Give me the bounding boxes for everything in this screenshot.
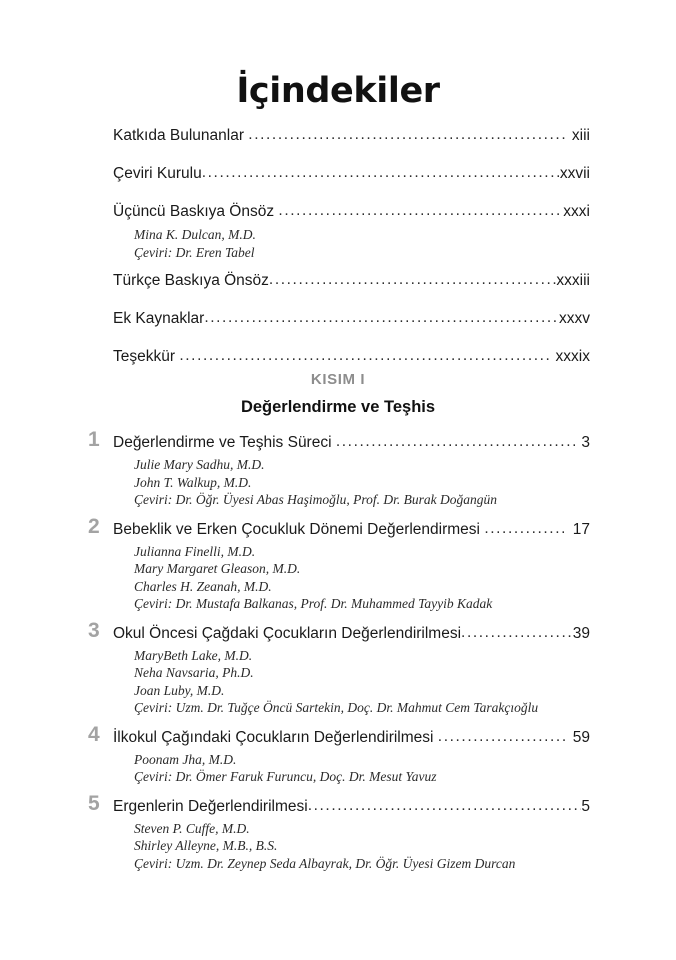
front-matter-page-number: xxxv xyxy=(559,310,590,327)
chapter-number: 2 xyxy=(88,514,100,538)
leader-dots xyxy=(308,795,582,816)
leader-dots xyxy=(484,518,568,539)
chapter-title: Bebeklik ve Erken Çocukluk Dönemi Değerlendirmesi xyxy=(113,520,480,538)
translator-line: Çeviri: Dr. Öğr. Üyesi Abas Haşimoğlu, Prof. Dr. Burak Doğangün xyxy=(134,492,497,507)
author-line: Mina K. Dulcan, M.D. xyxy=(134,227,256,242)
toc-entry-row[interactable] xyxy=(113,796,590,817)
leader-dots xyxy=(248,125,567,145)
front-matter-entry xyxy=(113,309,590,347)
author-line: Julie Mary Sadhu, M.D. xyxy=(134,457,265,472)
author-list xyxy=(134,543,590,613)
front-matter-label: Türkçe Baskıya Önsöz xyxy=(113,272,269,289)
front-matter-page-number: xxxi xyxy=(563,203,590,220)
chapter-title: Ergenlerin Değerlendirilmesi xyxy=(113,797,308,815)
part-heading xyxy=(0,370,676,418)
toc-entry-row[interactable] xyxy=(113,164,590,202)
chapter-page-number: 59 xyxy=(572,728,590,746)
front-matter-label: Ek Kaynaklar xyxy=(113,310,205,327)
toc-entry-row[interactable] xyxy=(113,519,590,540)
front-matter-list xyxy=(113,126,590,385)
author-line: Charles H. Zeanah, M.D. xyxy=(134,578,272,594)
chapter-body xyxy=(113,432,590,509)
translator-line: Çeviri: Dr. Eren Tabel xyxy=(134,244,255,260)
author-list xyxy=(134,820,590,873)
leader-dots xyxy=(336,431,577,452)
author-list xyxy=(134,751,590,786)
chapter-page-number: 5 xyxy=(581,797,590,815)
chapter-number: 3 xyxy=(88,618,100,642)
leader-dots xyxy=(278,201,559,221)
author-line: MaryBeth Lake, M.D. xyxy=(134,647,253,663)
front-matter-page-number: xxxix xyxy=(555,348,590,365)
toc-entry-row[interactable] xyxy=(113,271,590,309)
front-matter-label: Üçüncü Baskıya Önsöz xyxy=(113,203,275,220)
chapter-page-number: 17 xyxy=(572,520,590,538)
chapter-title: Okul Öncesi Çağdaki Çocukların Değerlendirilmesi xyxy=(113,624,462,642)
author-line: Shirley Alleyne, M.B., B.S. xyxy=(134,838,278,853)
chapter-number: 5 xyxy=(88,791,100,815)
author-list xyxy=(134,226,590,261)
translator-line: Çeviri: Uzm. Dr. Zeynep Seda Albayrak, Dr. Öğr. Üyesi Gizem Durcan xyxy=(134,855,516,871)
chapter-body xyxy=(113,623,590,717)
chapter-entry[interactable] xyxy=(88,428,590,509)
part-label: KISIM I xyxy=(310,371,366,388)
toc-entry-row[interactable] xyxy=(113,126,590,164)
part-title: Değerlendirme ve Teşhis xyxy=(240,398,436,416)
translator-line: Çeviri: Dr. Ömer Faruk Furuncu, Doç. Dr. Mesut Yavuz xyxy=(134,769,437,784)
front-matter-label: Çeviri Kurulu xyxy=(113,165,202,182)
front-matter-entry xyxy=(113,164,590,202)
chapter-number: 4 xyxy=(88,722,100,746)
front-matter-label: Teşekkür xyxy=(113,348,176,365)
chapter-title: İlkokul Çağındaki Çocukların Değerlendirilmesi xyxy=(113,728,434,746)
front-matter-page-number: xxvii xyxy=(559,165,590,182)
leader-dots xyxy=(461,622,573,643)
chapter-entry[interactable] xyxy=(88,791,590,873)
front-matter-page-number: xxxiii xyxy=(556,272,590,289)
chapter-entry[interactable] xyxy=(88,514,590,613)
leader-dots xyxy=(202,163,560,183)
toc-entry-row[interactable] xyxy=(113,432,590,453)
chapter-body xyxy=(113,727,590,786)
front-matter-entry xyxy=(113,271,590,309)
author-line: Steven P. Cuffe, M.D. xyxy=(134,820,250,836)
front-matter-page-number: xiii xyxy=(571,127,590,144)
chapter-body xyxy=(113,796,590,873)
author-line: John T. Walkup, M.D. xyxy=(134,474,252,490)
author-list xyxy=(134,647,590,717)
front-matter-label: Katkıda Bulunanlar xyxy=(113,127,244,144)
toc-entry-row[interactable] xyxy=(113,309,590,347)
leader-dots xyxy=(179,346,551,366)
author-list xyxy=(134,456,590,509)
leader-dots xyxy=(438,726,569,747)
chapter-page-number: 39 xyxy=(572,624,590,642)
front-matter-entry xyxy=(113,202,590,261)
chapter-entry[interactable] xyxy=(88,722,590,786)
toc-entry-row[interactable] xyxy=(113,623,590,644)
leader-dots xyxy=(269,270,556,290)
chapter-body xyxy=(113,519,590,613)
chapter-page-number: 3 xyxy=(581,434,590,451)
author-line: Joan Luby, M.D. xyxy=(134,682,225,698)
author-line: Neha Navsaria, Ph.D. xyxy=(134,665,254,680)
author-line: Julianna Finelli, M.D. xyxy=(134,543,256,559)
author-line: Poonam Jha, M.D. xyxy=(134,751,237,767)
leader-dots xyxy=(204,308,559,328)
chapter-number: 1 xyxy=(88,428,100,451)
chapter-entry[interactable] xyxy=(88,618,590,717)
toc-entry-row[interactable] xyxy=(113,727,590,748)
chapter-title: Değerlendirme ve Teşhis Süreci xyxy=(113,434,332,451)
page-title: İçindekiler xyxy=(236,71,440,111)
translator-line: Çeviri: Uzm. Dr. Tuğçe Öncü Sartekin, Doç. Dr. Mahmut Cem Tarakçıoğlu xyxy=(134,700,539,715)
translator-line: Çeviri: Dr. Mustafa Balkanas, Prof. Dr. Muhammed Tayyib Kadak xyxy=(134,596,493,611)
front-matter-entry xyxy=(113,126,590,164)
chapter-list xyxy=(88,428,590,882)
author-line: Mary Margaret Gleason, M.D. xyxy=(134,561,301,576)
